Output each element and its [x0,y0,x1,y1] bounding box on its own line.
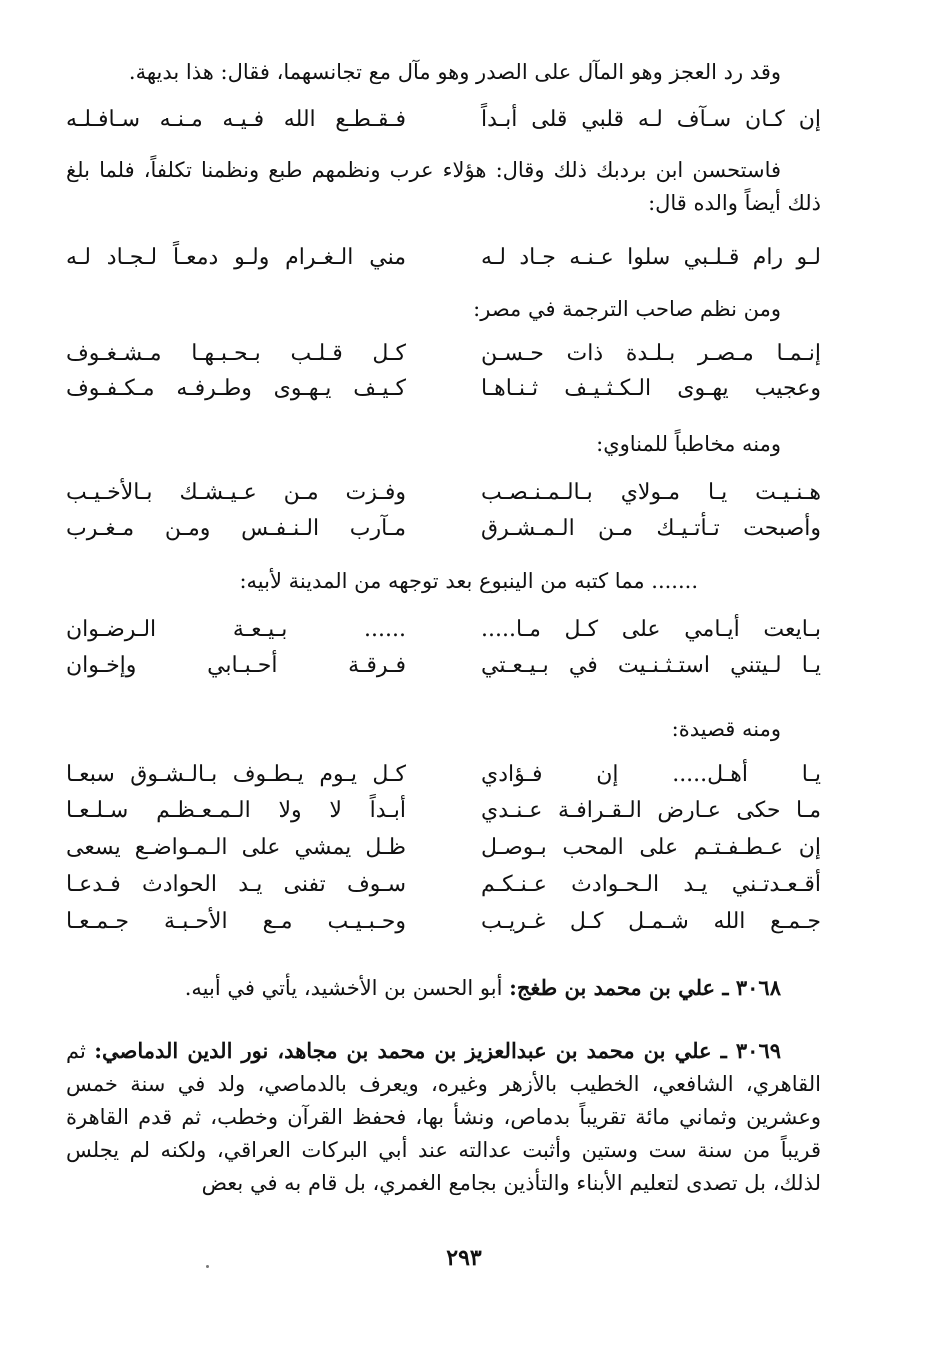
entry-3069 [66,1034,821,1200]
entry-3068-text: أبو الحسن بن الأخشيد، يأتي في أبيه. [184,976,510,1000]
verse-6-second-hemistich: مـآرب الـنـفـس ومـن مـغـرب [66,516,406,541]
paragraph-ibn-bardabak: فاستحسن ابن بردبك ذلك وقال: هؤلاء عرب ونظمهم طبع ونظمنا تكلفاً، فلما بلغ ذلك أيضاً والده قال: [66,158,821,215]
paragraph-egypt-intro: ومن نظم صاحب الترجمة في مصر: [473,297,781,321]
verse-13-first-hemistich: جـمـع الله شـمـل كـل غـريـب [481,909,821,934]
verse-12-first-hemistich: أقـعـدتـني يـد الـحـوادث عـنـكـم [481,872,821,897]
verse-8-first-hemistich: يـا لـيتني استـثـنـيت في بـيـعـتي [481,653,821,678]
verse-4-second-hemistich: كـيـف يـهـوى وطـرفـه مـكـفـوف [66,376,406,401]
entry-3068 [66,971,821,1005]
verse-2-second-hemistich: مني الـغـرام ولـو دمعـاً لـجـاد لـه [66,245,406,270]
entry-3069-text: ثم القاهري، الشافعي، الخطيب بالأزهر وغيره، ويعرف بالدماصي، ولد في سنة خمس وعشرين وثماني مائة تقريباً بدماص، ونشأ بها، فحفظ القرآن وخطب، ثم قدم القاهرة قريباً من سنة ست وستين وأثبت عدالته عند أبي البركات العراقي، ولكنه لم يجلس لذلك، بل تصدى لتعليم الأبناء والتأذين بجامع الغمري، بل قام به في بعض [66,1039,821,1195]
verse-1-first-hemistich: إن كـان سـآف لـه قلبي قلى أبـداً [481,107,821,132]
paragraph-yanbu-intro: ....... مما كتبه من الينبوع بعد توجهه من المدينة لأبيه: [239,569,698,593]
verse-9 [66,762,821,796]
verse-12 [66,872,821,906]
verse-3 [66,341,821,375]
verse-5-first-hemistich: هـنـيـت يـا مـولاي بـالـمـنـصـب [481,480,821,505]
print-speck [206,1265,209,1268]
verse-7-second-hemistich: ...... بـيـعـة الـرضـوان [66,617,406,642]
verse-10 [66,798,821,832]
entry-3069-heading: ٣٠٦٩ ـ علي بن محمد بن عبدالعزيز بن محمد بن مجاهد، نور الدين الدماصي: [94,1038,782,1063]
verse-8 [66,653,821,687]
verse-9-second-hemistich: كـل يـوم يـطـوف بـالـشـوق سبعـا [66,762,406,787]
verse-1-second-hemistich: فـقـطـع الله فـيـه مـنـه سـافـلـه [66,107,406,132]
verse-2 [66,245,821,279]
verse-11-second-hemistich: ظـل يمشي على الـمـواضـع يسعى [66,835,406,860]
verse-11 [66,835,821,869]
verse-10-first-hemistich: مـا حكى عـارض الـقـرافـة عـنـدي [481,798,821,823]
paragraph-munawi-intro: ومنه مخاطباً للمناوي: [596,432,781,456]
verse-4 [66,376,821,410]
verse-7-first-hemistich: بـايعت أيـامي على كـل مـا..... [481,617,821,642]
verse-3-first-hemistich: إنـمـا مـصـر بـلـدة ذات حـسـن [481,341,821,366]
verse-11-first-hemistich: إن عـطـفـتـم على المحب بـوصـل [481,835,821,860]
page-number: ٢٩٣ [446,1245,482,1271]
verse-5 [66,480,821,514]
verse-9-first-hemistich: يـا أهـل..... إن فـؤادي [481,762,821,787]
verse-8-second-hemistich: فـرقـة أحـبـابي وإخـوان [66,653,406,678]
verse-13-second-hemistich: وحـبـيـب مـع الأحـبـة جـمـعـا [66,909,406,934]
verse-1 [66,107,821,141]
verse-10-second-hemistich: أبـداً لا ولا الـمـعـظـم سـلـعـا [66,798,406,823]
entry-3068-heading: ٣٠٦٨ ـ علي بن محمد بن طغج: [509,975,781,1000]
verse-6 [66,516,821,550]
verse-5-second-hemistich: وفـزت مـن عـيـشـك بـالأخـيـب [66,480,406,505]
verse-13 [66,909,821,943]
paragraph-qasida-intro: ومنه قصيدة: [671,717,781,741]
verse-7 [66,617,821,651]
verse-3-second-hemistich: كـل قـلـب بـحـبـهـا مـشـغـوف [66,341,406,366]
verse-4-first-hemistich: وعجيب يهـوى الـكـثـيـف ثـنـاهـا [481,376,821,401]
intro-paragraph: وقد رد العجز وهو المآل على الصدر وهو مآل مع تجانسهما، فقال: هذا بديهة. [128,60,781,84]
verse-12-second-hemistich: سـوف تفنى يـد الحوادث فـدعـا [66,872,406,897]
verse-2-first-hemistich: لـو رام قـلـبي سلوا عـنـه جـاد لـه [481,245,821,270]
verse-6-first-hemistich: وأصبحت تـأتـيـك مـن الـمـشـرق [481,516,821,541]
